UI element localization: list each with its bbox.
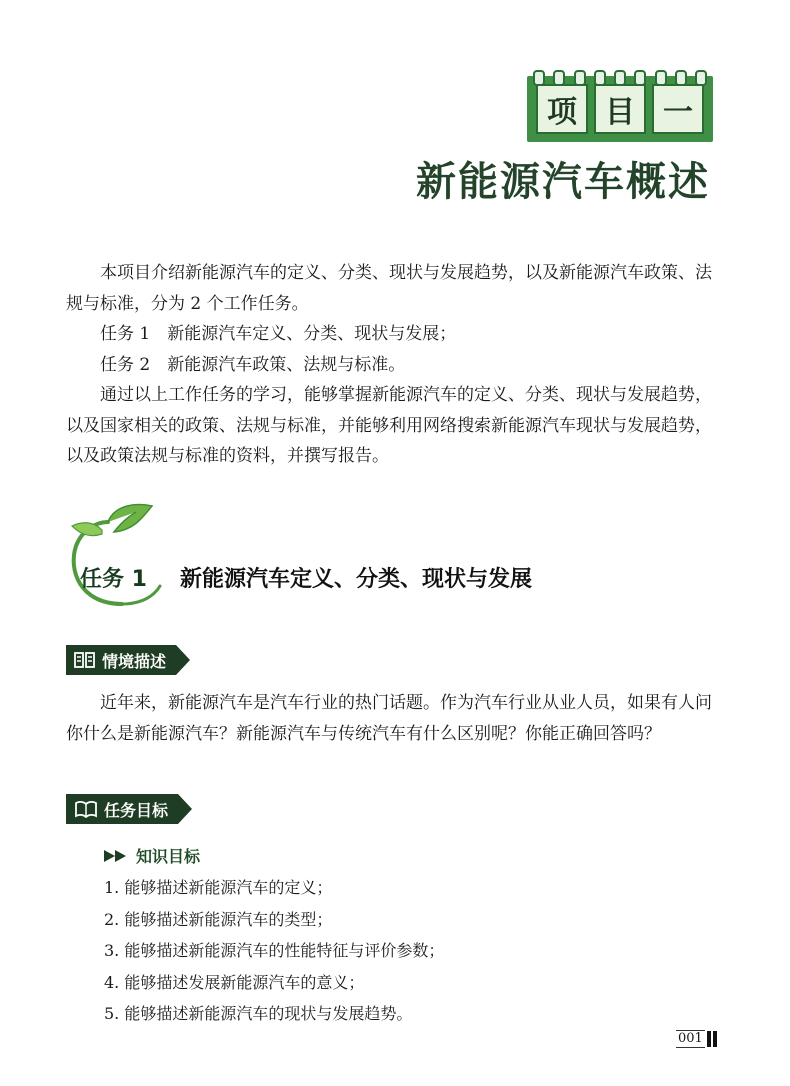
badge-char-1: 项 (536, 84, 588, 134)
scenario-banner (66, 645, 190, 675)
book-icon (74, 650, 96, 670)
scenario-heading: 情境描述 (102, 651, 167, 671)
badge-rings (533, 70, 707, 82)
list-item: 5. 能够描述新能源汽车的现状与发展趋势。 (104, 1004, 413, 1023)
list-item: 2. 能够描述新能源汽车的类型； (104, 909, 333, 929)
intro-paragraph: 本项目介绍新能源汽车的定义、分类、现状与发展趋势，以及新能源汽车政策、法规与标准，分为 2 个工作任务。 (66, 263, 712, 314)
page-number-text: 001 (678, 1031, 703, 1046)
project-intro (66, 258, 726, 472)
objectives-banner (66, 794, 192, 824)
knowledge-objectives-list (104, 872, 444, 1030)
task-heading (62, 500, 682, 620)
list-item: 4. 能够描述发展新能源汽车的意义； (104, 972, 365, 992)
open-book-icon (74, 800, 98, 818)
leaf-icon (62, 500, 172, 620)
badge-char-3: 一 (652, 84, 704, 134)
knowledge-subheading (104, 844, 200, 867)
task-title: 新能源汽车定义、分类、现状与发展 (180, 567, 533, 592)
intro-paragraph: 通过以上工作任务的学习，能够掌握新能源汽车的定义、分类、现状与发展趋势，以及国家相关的政策、法规与标准，并能够利用网络搜索新能源汽车现状与发展趋势，以及政策法规与标准的资料，并撰写报告。 (66, 385, 712, 466)
project-badge (527, 76, 713, 142)
scenario-text-block (66, 688, 726, 750)
project-title: 新能源汽车概述 (416, 158, 710, 205)
scenario-text: 近年来，新能源汽车是汽车行业的热门话题。作为汽车行业从业人员，如果有人问你什么是新能源汽车？新能源汽车与传统汽车有什么区别呢？你能正确回答吗？ (66, 693, 712, 744)
intro-task-2: 任务 2 新能源汽车政策、法规与标准。 (100, 354, 406, 375)
list-item: 1. 能够描述新能源汽车的定义； (104, 878, 333, 897)
double-arrow-icon (104, 850, 128, 862)
badge-char-2: 目 (594, 84, 646, 134)
intro-task-1: 任务 1 新能源汽车定义、分类、现状与发展； (100, 324, 457, 344)
list-item: 3. 能够描述新能源汽车的性能特征与评价参数； (104, 941, 445, 960)
knowledge-heading: 知识目标 (136, 847, 201, 866)
objectives-heading: 任务目标 (104, 800, 169, 820)
task-number: 任务 1 (80, 567, 147, 592)
page-number (676, 1030, 717, 1048)
